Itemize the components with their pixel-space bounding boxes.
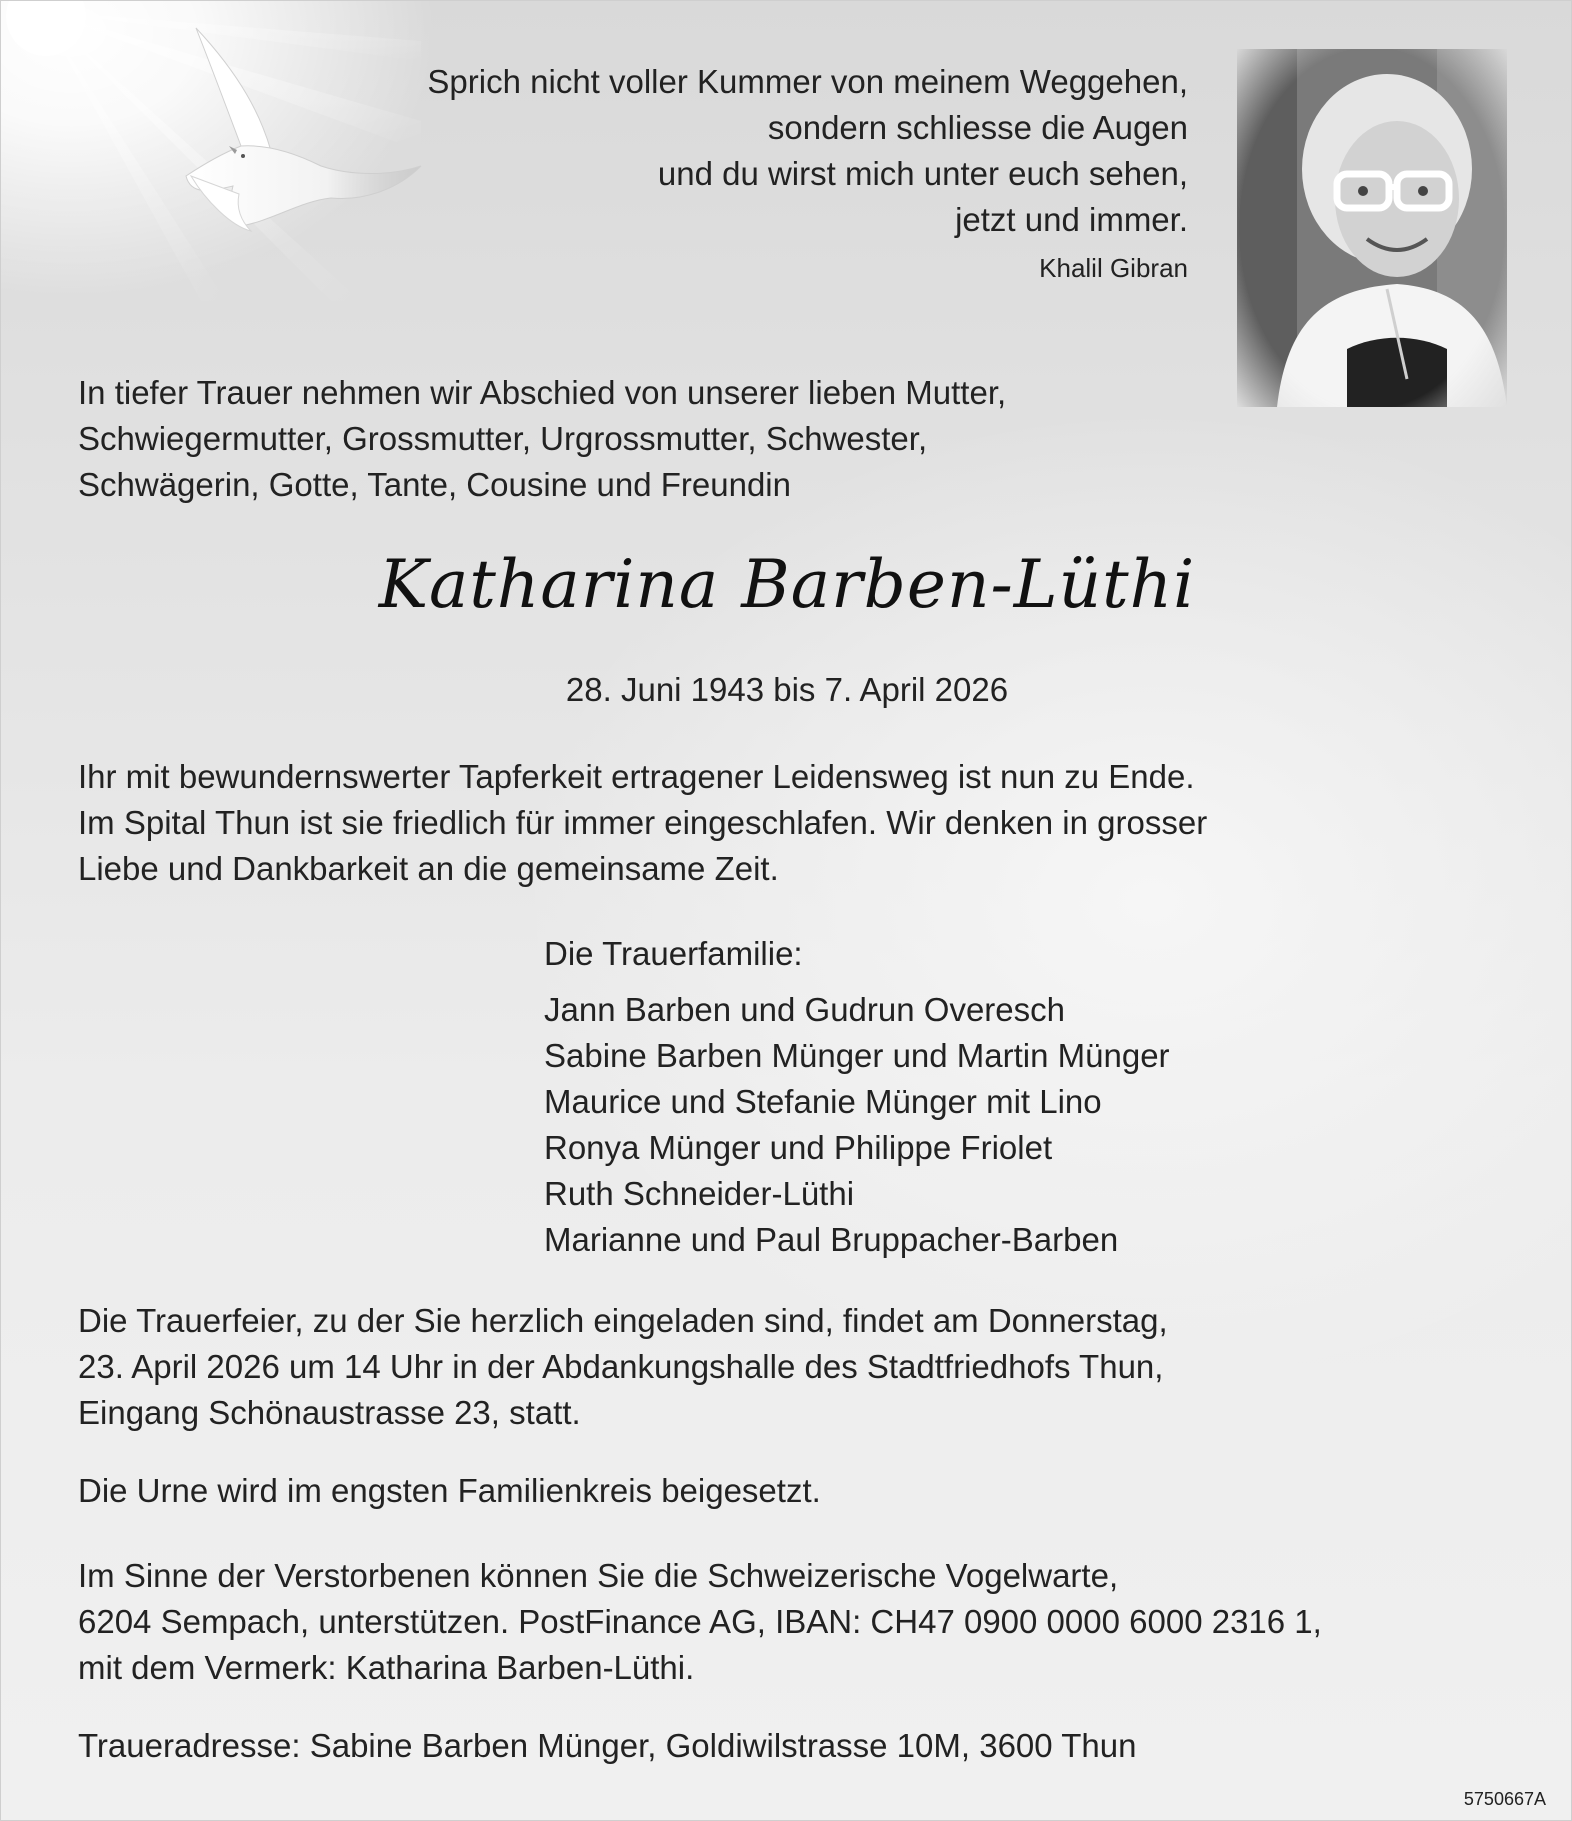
family-member: Jann Barben und Gudrun Overesch [544,991,1065,1028]
tribute-line: Ihr mit bewundernswerter Tapferkeit ertragener Leidensweg ist nun zu Ende. [78,758,1195,795]
donation-line: 6204 Sempach, unterstützen. PostFinance AG, IBAN: CH47 0900 0000 6000 2316 1, [78,1603,1322,1640]
donation-paragraph [78,1553,1322,1691]
family-member: Ruth Schneider-Lüthi [544,1175,855,1212]
intro-line: Schwägerin, Gotte, Tante, Cousine und Freundin [78,466,791,503]
reference-number: 5750667A [1463,1789,1546,1809]
life-dates: 28. Juni 1943 bis 7. April 2026 [565,671,1009,708]
family-member: Sabine Barben Münger und Martin Münger [544,1037,1170,1074]
family-block [544,931,1170,1263]
quote-line: jetzt und immer. [955,201,1188,238]
quote-line: sondern schliesse die Augen [767,109,1188,146]
donation-line: Im Sinne der Verstorbenen können Sie die Schweizerische Vogelwarte, [78,1557,1119,1594]
family-heading: Die Trauerfamilie: [544,935,803,972]
family-member: Ronya Münger und Philippe Friolet [544,1129,1053,1166]
family-member: Marianne und Paul Bruppacher-Barben [544,1221,1119,1258]
intro-paragraph [78,370,1006,508]
quote-author: Khalil Gibran [1039,253,1188,283]
quote-line: Sprich nicht voller Kummer von meinem Weggehen, [427,63,1188,100]
ceremony-line: Die Trauerfeier, zu der Sie herzlich eingeladen sind, findet am Donnerstag, [78,1302,1168,1339]
ceremony-paragraph [78,1298,1168,1436]
mourning-address: Traueradresse: Sabine Barben Münger, Goldiwilstrasse 10M, 3600 Thun [78,1727,1137,1764]
tribute-line: Im Spital Thun ist sie friedlich für immer eingeschlafen. Wir denken in grosser [78,804,1208,841]
tribute-paragraph [78,754,1207,892]
tribute-line: Liebe und Dankbarkeit an die gemeinsame Zeit. [78,850,779,887]
donation-line: mit dem Vermerk: Katharina Barben-Lüthi. [78,1649,695,1686]
intro-line: In tiefer Trauer nehmen wir Abschied von unserer lieben Mutter, [78,374,1007,411]
portrait-photo [1237,49,1507,407]
quote-line: und du wirst mich unter euch sehen, [657,155,1188,192]
urn-paragraph: Die Urne wird im engsten Familienkreis beigesetzt. [78,1472,821,1509]
quote-block [427,59,1188,289]
ceremony-line: Eingang Schönaustrasse 23, statt. [78,1394,581,1431]
family-member: Maurice und Stefanie Münger mit Lino [544,1083,1102,1120]
deceased-name: Katharina Barben-Lüthi [378,546,1196,623]
dove-icon [171,26,431,236]
ceremony-line: 23. April 2026 um 14 Uhr in der Abdankungshalle des Stadtfriedhofs Thun, [78,1348,1164,1385]
intro-line: Schwiegermutter, Grossmutter, Urgrossmutter, Schwester, [78,420,928,457]
